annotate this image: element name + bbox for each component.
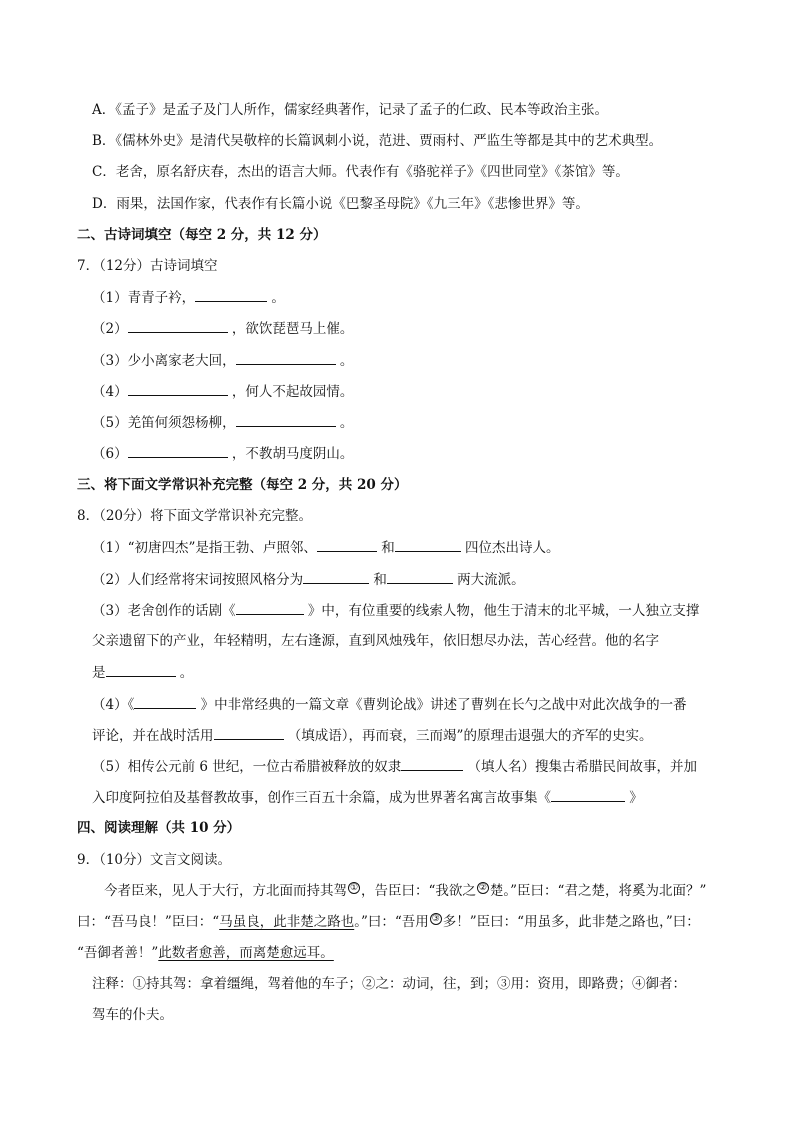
question-7: 7．（12分）古诗词填空 [77, 258, 218, 274]
answer-blank[interactable] [195, 287, 267, 302]
answer-blank[interactable] [134, 694, 196, 709]
question-8: 8．（20分）将下面文学常识补充完整。 [77, 508, 313, 524]
lit-item-5-cont: 入印度阿拉伯及基督教故事，创作三百五十余篇，成为世界著名寓言故事集《 》 [92, 787, 643, 808]
passage-line-1: 今者臣来，见人于大行，方北面而持其驾 ① ，告臣曰：“我欲之 ② 楚。”臣曰：“君之楚，将奚为北面？” [104, 882, 707, 899]
answer-blank[interactable] [236, 600, 304, 615]
answer-blank[interactable] [303, 569, 369, 584]
section-4-heading: 四、阅读理解（共 10 分） [77, 820, 241, 836]
passage-line-2: 曰：“吾马良！”臣曰：“马虽良，此非楚之路也。”曰：“吾用 ③ 多！”臣曰：“用虽多，此非楚之路也，”曰： [77, 913, 700, 930]
lit-item-3-cont: 父亲遗留下的产业，年轻精明，左右逢源，直到风烛残年，依旧想尽办法，苦心经营。他的名字 [92, 633, 659, 649]
poem-item-6: （6） ，不教胡马度阴山。 [92, 443, 353, 464]
answer-blank[interactable] [395, 537, 461, 552]
footnote-marker: ③ [431, 913, 440, 924]
answer-blank[interactable] [214, 725, 284, 740]
answer-blank[interactable] [236, 412, 336, 427]
answer-blank[interactable] [128, 443, 228, 458]
underlined-sentence: 此数者愈善，而离楚愈远耳。 [158, 945, 334, 961]
answer-blank[interactable] [317, 537, 377, 552]
lit-item-3: （3）老舍创作的话剧《 》中，有位重要的线索人物，他生于清末的北平城，一人独立支撑 [92, 600, 699, 621]
answer-blank[interactable] [236, 350, 336, 365]
poem-item-3: （3）少小离家老大回， 。 [92, 350, 353, 371]
lit-item-4-cont: 评论，并在战时活用 （填成语），再而衰，三而竭”的原理击退强大的齐军的史实。 [92, 725, 652, 746]
footnote-marker: ② [478, 882, 487, 893]
option-a: A．《孟子》是孟子及门人所作，儒家经典著作，记录了孟子的仁政、民本等政治主张。 [92, 102, 608, 118]
lit-item-5: （5）相传公元前 6 世纪，一位古希腊被释放的奴隶 （填人名）搜集古希腊民间故事，并加 [92, 756, 697, 777]
answer-blank[interactable] [128, 381, 228, 396]
annotation-line-2: 驾车的仆夫。 [92, 1007, 173, 1023]
poem-item-1: （1）青青子衿， 。 [92, 287, 285, 308]
answer-blank[interactable] [551, 787, 625, 802]
option-d: D．雨果，法国作家，代表作有长篇小说《巴黎圣母院》《九三年》《悲惨世界》等。 [92, 196, 589, 212]
answer-blank[interactable] [387, 569, 453, 584]
lit-item-4: （4）《 》中非常经典的一篇文章《曹刿论战》讲述了曹刿在长勺之战中对此次战争的一番 [92, 694, 687, 715]
section-3-heading: 三、将下面文学常识补充完整（每空 2 分，共 20 分） [77, 477, 408, 493]
passage-line-3: “吾御者善！”此数者愈善，而离楚愈远耳。 [77, 945, 334, 961]
answer-blank[interactable] [128, 318, 228, 333]
annotation-line-1: 注释：①持其驾：拿着缰绳，驾着他的车子；②之：动词，往，到；③用：资用，即路费；④御者： [92, 976, 686, 992]
question-9: 9．（10分）文言文阅读。 [77, 852, 232, 868]
option-c: C．老舍，原名舒庆春，杰出的语言大师。代表作有《骆驼祥子》《四世同堂》《茶馆》等。 [92, 164, 629, 180]
footnote-marker: ① [349, 882, 359, 893]
option-b: B．《儒林外史》是清代吴敬梓的长篇讽刺小说，范进、贾雨村、严监生等都是其中的艺术典型。 [92, 133, 663, 149]
lit-item-2: （2）人们经常将宋词按照风格分为 和 两大流派。 [92, 569, 525, 590]
answer-blank[interactable] [401, 756, 463, 771]
poem-item-4: （4） ，何人不起故园情。 [92, 381, 353, 402]
section-2-heading: 二、古诗词填空（每空 2 分，共 12 分） [77, 227, 327, 243]
underlined-sentence: 马虽良，此非楚之路也 [219, 914, 355, 930]
lit-item-3-end: 是 。 [92, 662, 193, 683]
poem-item-5: （5）羌笛何须怨杨柳， 。 [92, 412, 353, 433]
lit-item-1: （1）“初唐四杰”是指王勃、卢照邻、 和 四位杰出诗人。 [92, 537, 560, 558]
answer-blank[interactable] [106, 662, 176, 677]
poem-item-2: （2） ，欲饮琵琶马上催。 [92, 318, 353, 339]
